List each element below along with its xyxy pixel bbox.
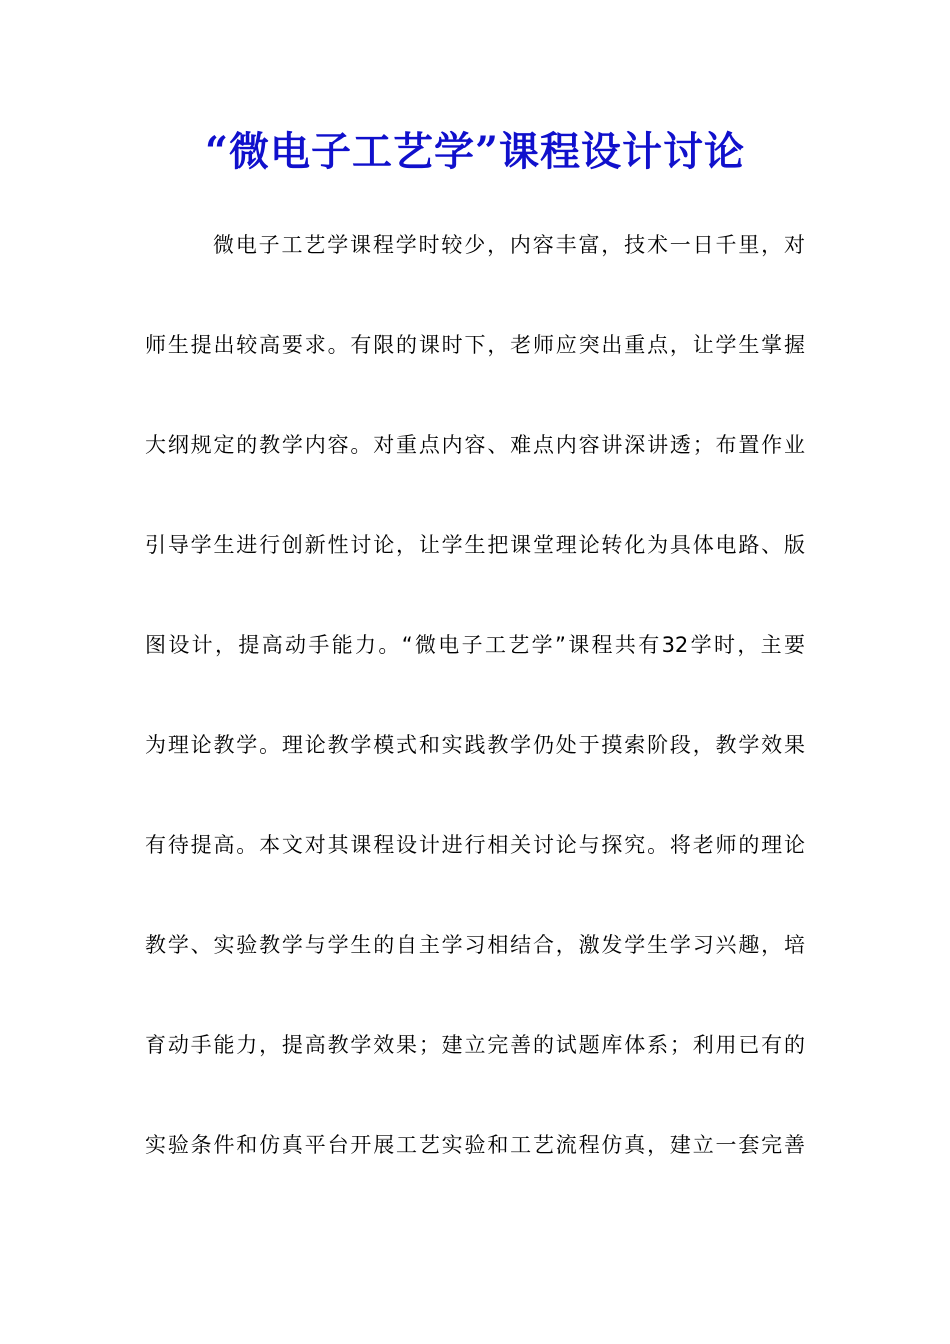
paragraph-line-9: 育动手能力，提高教学效果；建立完善的试题库体系；利用已有的 xyxy=(145,1033,805,1057)
paragraph-line-3: 大纲规定的教学内容。对重点内容、难点内容讲深讲透；布置作业 xyxy=(145,433,805,457)
paragraph-line-2: 师生提出较高要求。有限的课时下，老师应突出重点，让学生掌握 xyxy=(145,333,805,357)
paragraph-line-7: 有待提高。本文对其课程设计进行相关讨论与探究。将老师的理论 xyxy=(145,833,805,857)
document-body xyxy=(145,225,805,1225)
paragraph-line-10: 实验条件和仿真平台开展工艺实验和工艺流程仿真，建立一套完善 xyxy=(145,1133,805,1157)
paragraph-line-6: 为理论教学。理论教学模式和实践教学仍处于摸索阶段，教学效果 xyxy=(145,733,805,757)
paragraph-line-5: 图设计，提高动手能力。“微电子工艺学”课程共有32学时，主要 xyxy=(145,633,805,657)
paragraph-line-4: 引导学生进行创新性讨论，让学生把课堂理论转化为具体电路、版 xyxy=(145,533,805,557)
paragraph-line-1: 微电子工艺学课程学时较少，内容丰富，技术一日千里，对 xyxy=(213,233,805,257)
document-title: “微电子工艺学”课程设计讨论 xyxy=(204,128,745,175)
paragraph-line-8: 教学、实验教学与学生的自主学习相结合，激发学生学习兴趣，培 xyxy=(145,933,805,957)
